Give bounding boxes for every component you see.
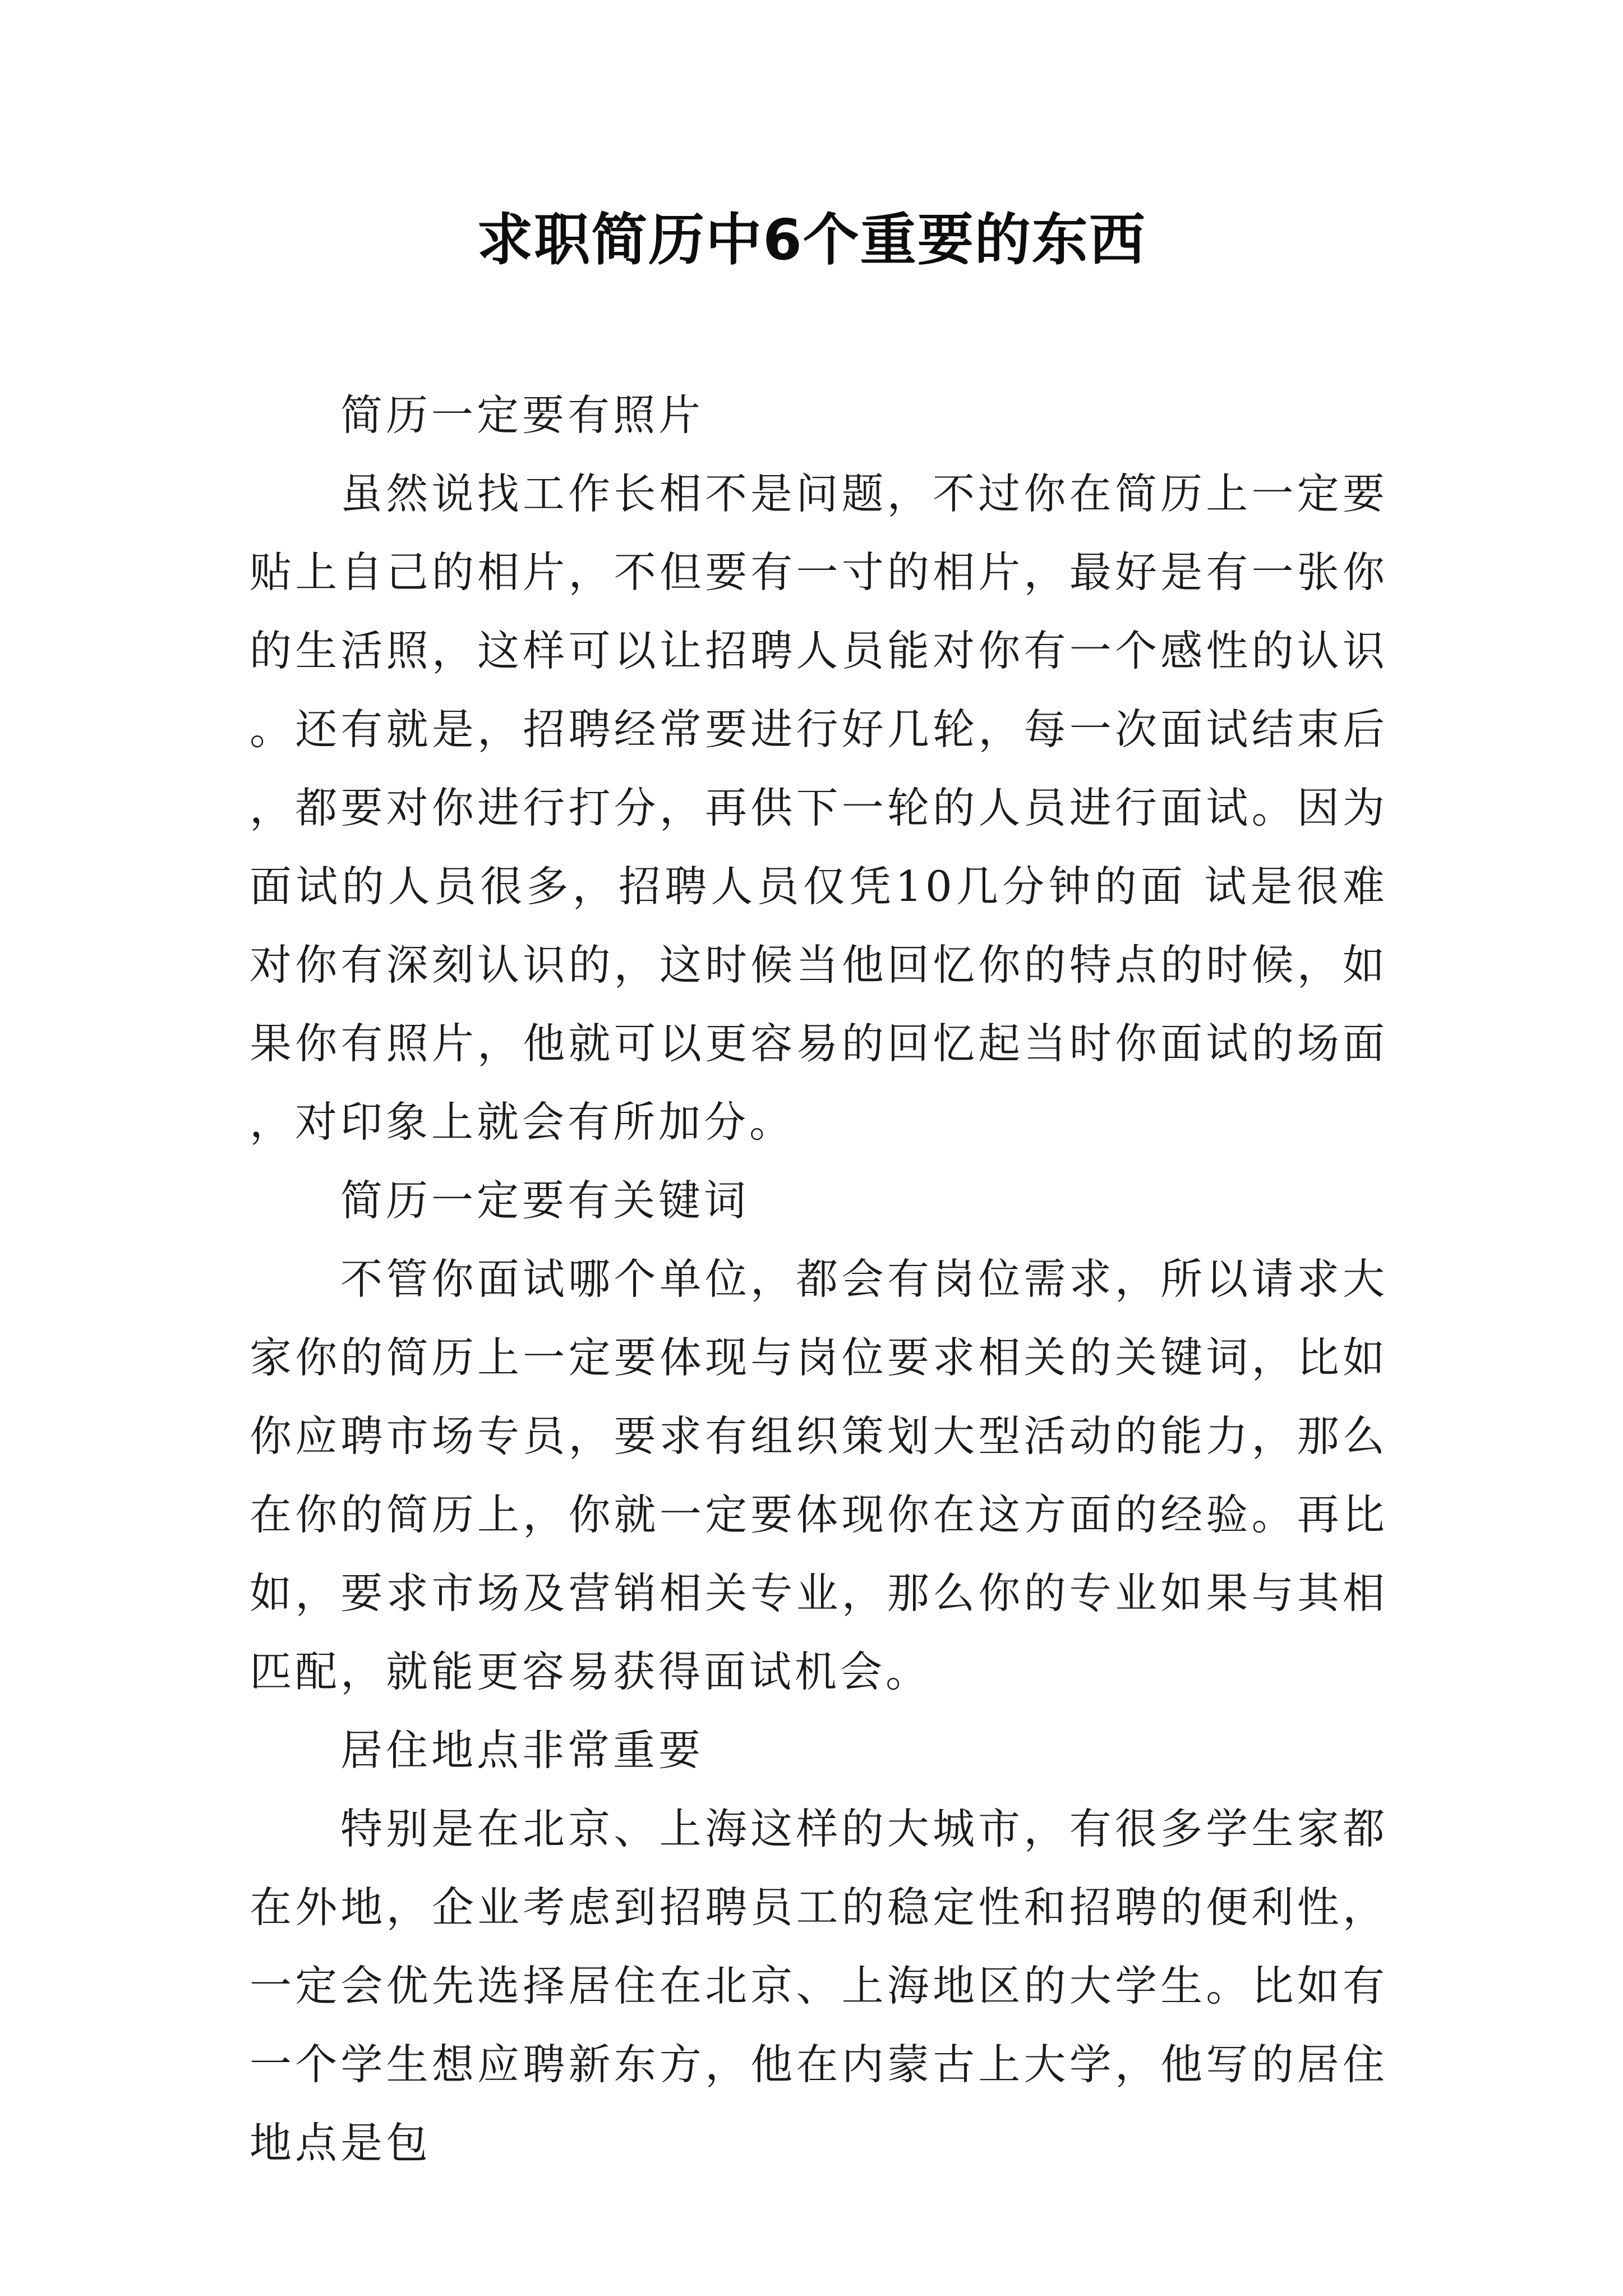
section-heading-photo: 简历一定要有照片 xyxy=(340,390,704,440)
page-title: 求职简历中6个重要的东西 xyxy=(477,207,1146,273)
document-body xyxy=(250,376,1388,2182)
section-body-residence: 特别是在北京、上海这样的大城市，有很多学生家都在外地，企业考虑到招聘员工的稳定性和招聘的便利性，一定会优先选择居住在北京、上海地区的大学生。比如有一个学生想应聘新东方，他在内蒙古上大学，他写的居住地点是包 xyxy=(250,1804,1388,2168)
section-heading-keywords: 简历一定要有关键词 xyxy=(340,1176,750,1225)
section-body-photo: 虽然说找工作长相不是问题，不过你在简历上一定要贴上自己的相片，不但要有一寸的相片，最好是有一张你的生活照，这样可以让招聘人员能对你有一个感性的认识。还有就是，招聘经常要进行好几轮，每一次面试结束后，都要对你进行打分，再供下一轮的人员进行面试。因为面试的人员很多，招聘人员仅凭10几分钟的面 试是很难对你有深刻认识的，这时候当他回忆你的特点的时候，如果你有照片，他就可以更容易的回忆起当时你面试的场面，对印象上就会有所加分。 xyxy=(250,469,1388,1147)
section-heading-residence: 居住地点非常重要 xyxy=(340,1726,704,1775)
section-body-keywords: 不管你面试哪个单位，都会有岗位需求，所以请求大家你的简历上一定要体现与岗位要求相关的关键词，比如你应聘市场专员，要求有组织策划大型活动的能力，那么在你的简历上，你就一定要体现你在这方面的经验。再比如，要求市场及营销相关专业，那么你的专业如果与其相匹配，就能更容易获得面试机会。 xyxy=(250,1254,1388,1696)
